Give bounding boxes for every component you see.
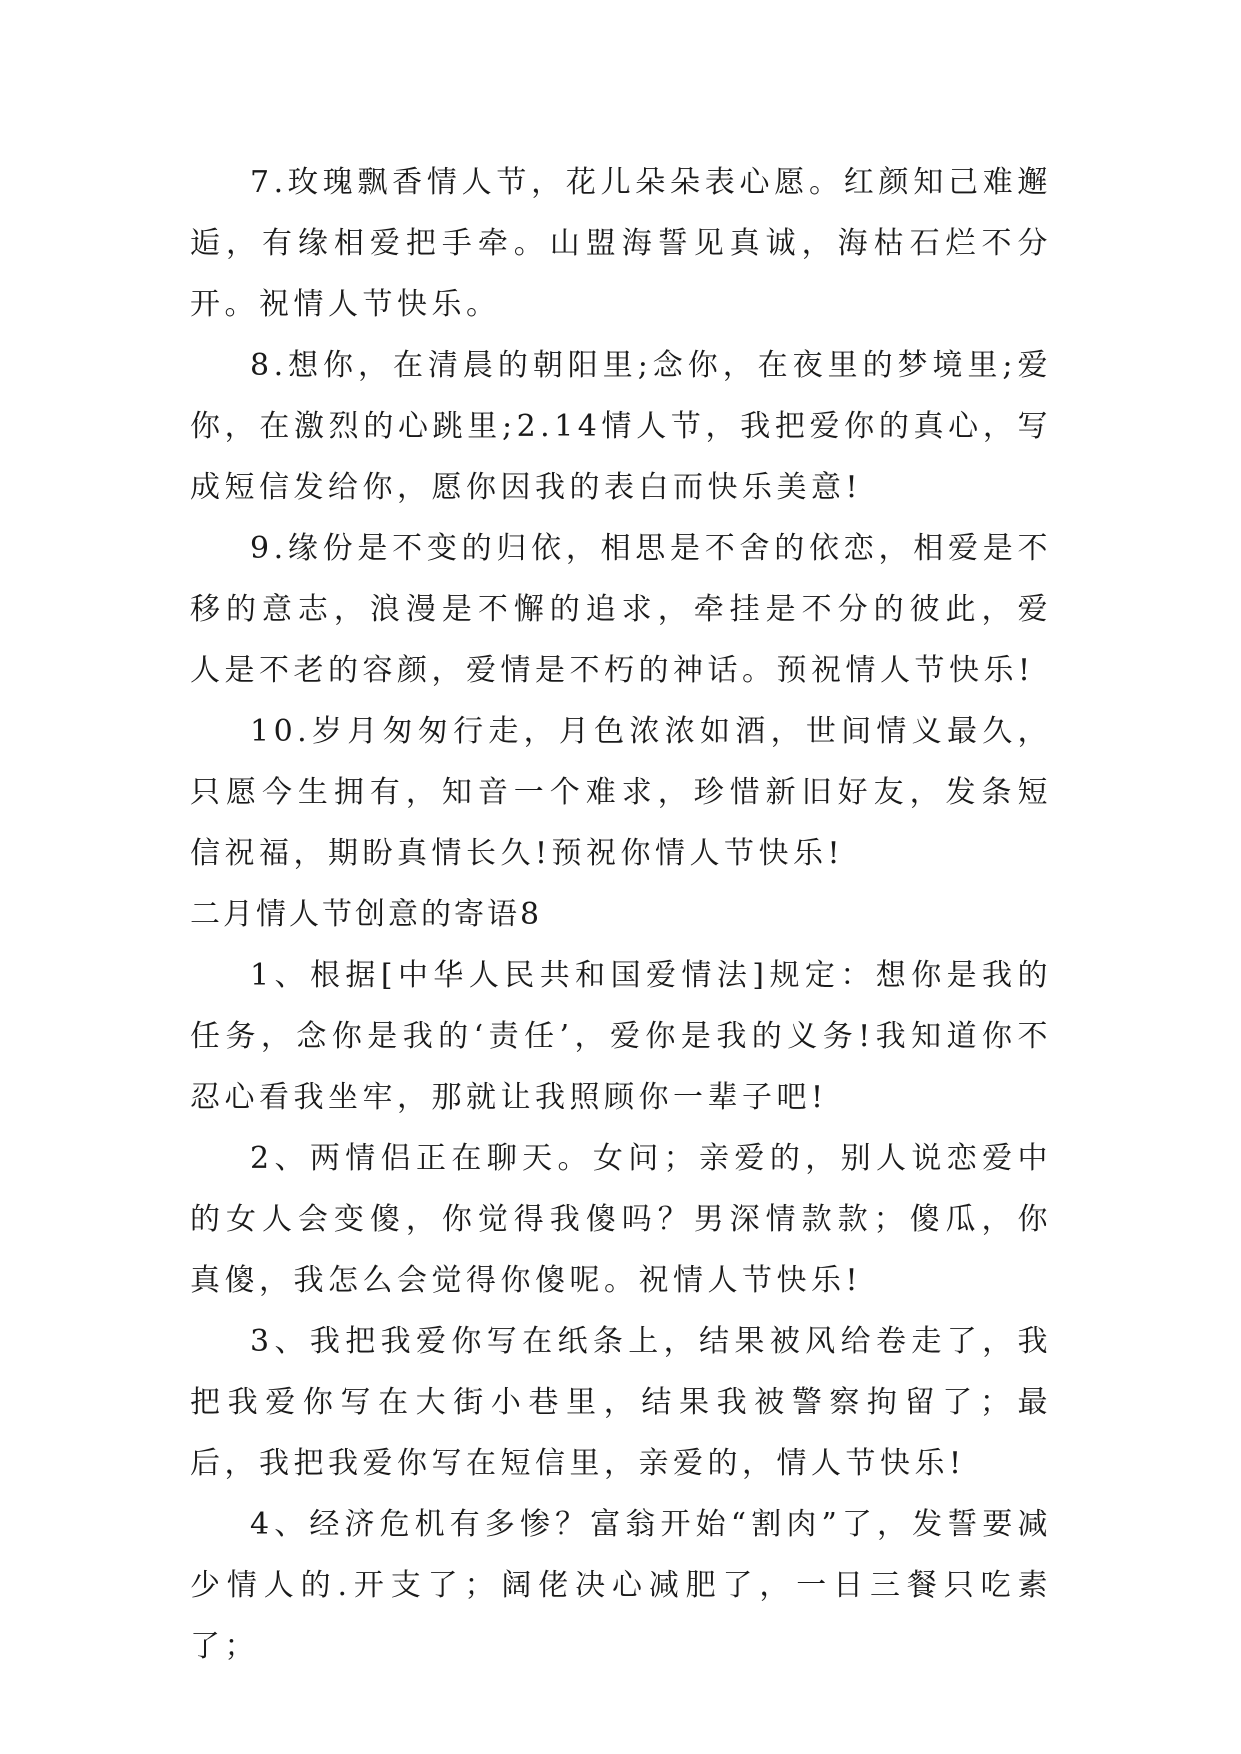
paragraph-7: 7.玫瑰飘香情人节，花儿朵朵表心愿。红颜知己难邂逅，有缘相爱把手牵。山盟海誓见真诚，海枯石烂不分开。祝情人节快乐。 [190,165,1052,322]
paragraph-2: 2、两情侣正在聊天。女问；亲爱的，别人说恋爱中的女人会变傻，你觉得我傻吗？男深情款款；傻瓜，你真傻，我怎么会觉得你傻呢。祝情人节快乐! [190,1141,1052,1298]
paragraph-1: 1、根据[中华人民共和国爱情法]规定：想你是我的任务，念你是我的‘责任’，爱你是我的义务!我知道你不忍心看我坐牢，那就让我照顾你一辈子吧! [190,958,1052,1115]
document-body [190,152,1052,1677]
paragraph-3: 3、我把我爱你写在纸条上，结果被风给卷走了，我把我爱你写在大街小巷里，结果我被警察拘留了；最后，我把我爱你写在短信里，亲爱的，情人节快乐! [190,1324,1052,1481]
paragraph-9: 9.缘份是不变的归依，相思是不舍的依恋，相爱是不移的意志，浪漫是不懈的追求，牵挂是不分的彼此，爱人是不老的容颜，爱情是不朽的神话。预祝情人节快乐! [190,531,1052,688]
paragraph-4: 4、经济危机有多惨？富翁开始“割肉”了，发誓要减少情人的.开支了；阔佬决心减肥了，一日三餐只吃素了； [190,1507,1052,1664]
paragraph-10: 10.岁月匆匆行走，月色浓浓如酒，世间情义最久，只愿今生拥有，知音一个难求，珍惜新旧好友，发条短信祝福，期盼真情长久!预祝你情人节快乐! [190,714,1052,871]
section-heading: 二月情人节创意的寄语8 [190,897,543,932]
paragraph-8: 8.想你，在清晨的朝阳里;念你，在夜里的梦境里;爱你，在激烈的心跳里;2.14情人节，我把爱你的真心，写成短信发给你，愿你因我的表白而快乐美意! [190,348,1052,505]
